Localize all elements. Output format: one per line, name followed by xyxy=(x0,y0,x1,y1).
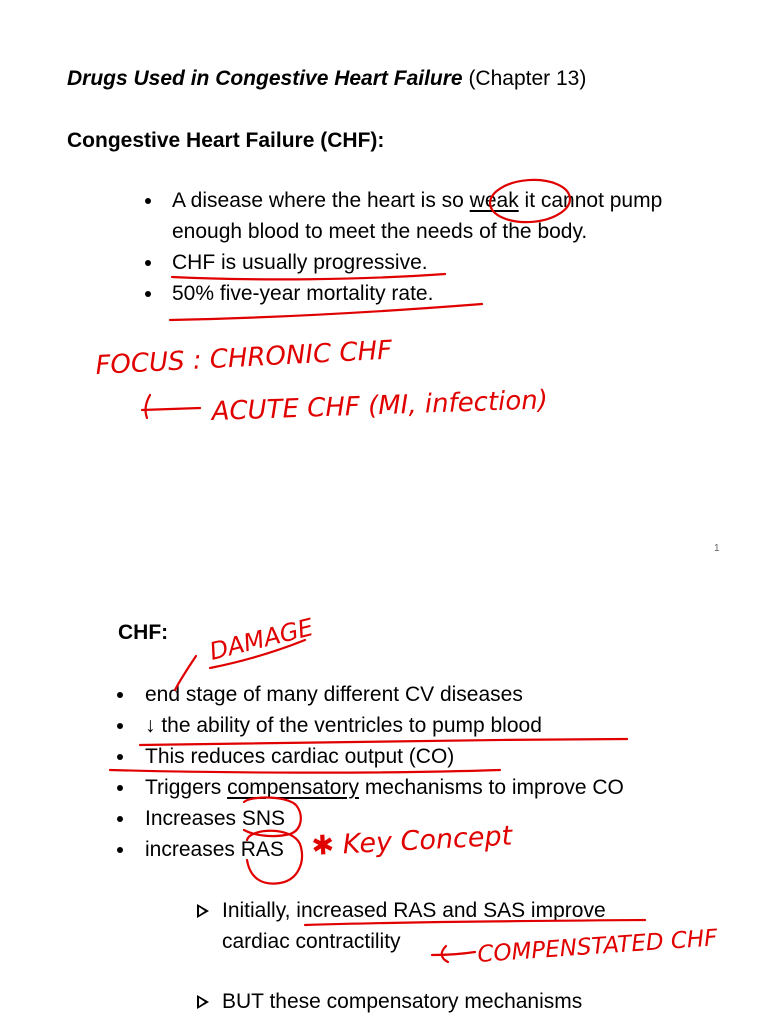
annotation-key-concept: ✱ Key Concept xyxy=(310,820,513,862)
bullet-text-post: it cannot pump xyxy=(518,189,663,212)
bullet-dot xyxy=(117,723,123,729)
annotation-compensated-chf: COMPENSTATED CHF xyxy=(476,925,719,968)
bullet-dot xyxy=(117,847,123,853)
annotation-focus-chronic: FOCUS : CHRONIC CHF xyxy=(94,335,393,381)
annotation-acute-chf: ACUTE CHF (MI, infection) xyxy=(211,385,549,427)
sub-bullet-initially-continued: cardiac contractility xyxy=(222,930,401,953)
arrow-compensated-head xyxy=(442,946,448,962)
bullet-text-post: mechanisms to improve CO xyxy=(358,776,624,799)
underline-damage xyxy=(210,640,305,668)
bullet-progressive: CHF is usually progressive. xyxy=(172,251,428,274)
bullet-disease-definition-continued: enough blood to meet the needs of the body. xyxy=(172,220,588,243)
sub-bullet-but: BUT these compensatory mechanisms xyxy=(222,990,583,1013)
arrow-bullet-icon xyxy=(197,995,209,1009)
bullet-increases-sns: Increases SNS xyxy=(145,807,286,830)
bullet-reduced-ability: ↓ the ability of the ventricles to pump blood xyxy=(145,714,542,737)
bullet-dot xyxy=(145,291,151,297)
sub-bullet-initially: Initially, increased RAS and SAS improve xyxy=(222,899,606,922)
bullet-end-stage: end stage of many different CV diseases xyxy=(145,683,523,706)
bullet-cardiac-output: This reduces cardiac output (CO) xyxy=(145,745,455,768)
bullet-dot xyxy=(117,692,123,698)
bullet-text-compensatory: compensatory xyxy=(227,776,359,799)
arrow-bullet-icon xyxy=(197,904,209,918)
bullet-dot xyxy=(117,785,123,791)
bullet-text-weak: weak xyxy=(469,189,519,212)
bullet-increases-ras: increases RAS xyxy=(145,838,284,861)
arrow-acute-shaft xyxy=(142,408,200,410)
bullet-mortality: 50% five-year mortality rate. xyxy=(172,282,434,305)
arrow-compensated xyxy=(432,952,475,955)
annotation-damage: DAMAGE xyxy=(206,613,317,666)
bullet-dot xyxy=(145,198,151,204)
bullet-text-pre: A disease where the heart is so xyxy=(172,189,470,212)
section-heading-chf-2: CHF: xyxy=(118,621,169,644)
bullet-dot xyxy=(145,260,151,266)
bullet-dot xyxy=(117,754,123,760)
bullet-compensatory xyxy=(145,775,624,801)
section-heading-chf: Congestive Heart Failure (CHF): xyxy=(67,129,385,152)
slide-title xyxy=(67,66,586,92)
bullet-disease-definition xyxy=(172,188,662,214)
slide-title-chapter: (Chapter 13) xyxy=(462,67,587,90)
underline-co xyxy=(110,770,500,773)
slide-title-bold: Drugs Used in Congestive Heart Failure xyxy=(67,67,463,90)
arrow-acute-tail xyxy=(146,395,150,418)
page-number: 1 xyxy=(714,543,720,554)
bullet-text-pre: Triggers xyxy=(145,776,228,799)
bullet-dot xyxy=(117,816,123,822)
